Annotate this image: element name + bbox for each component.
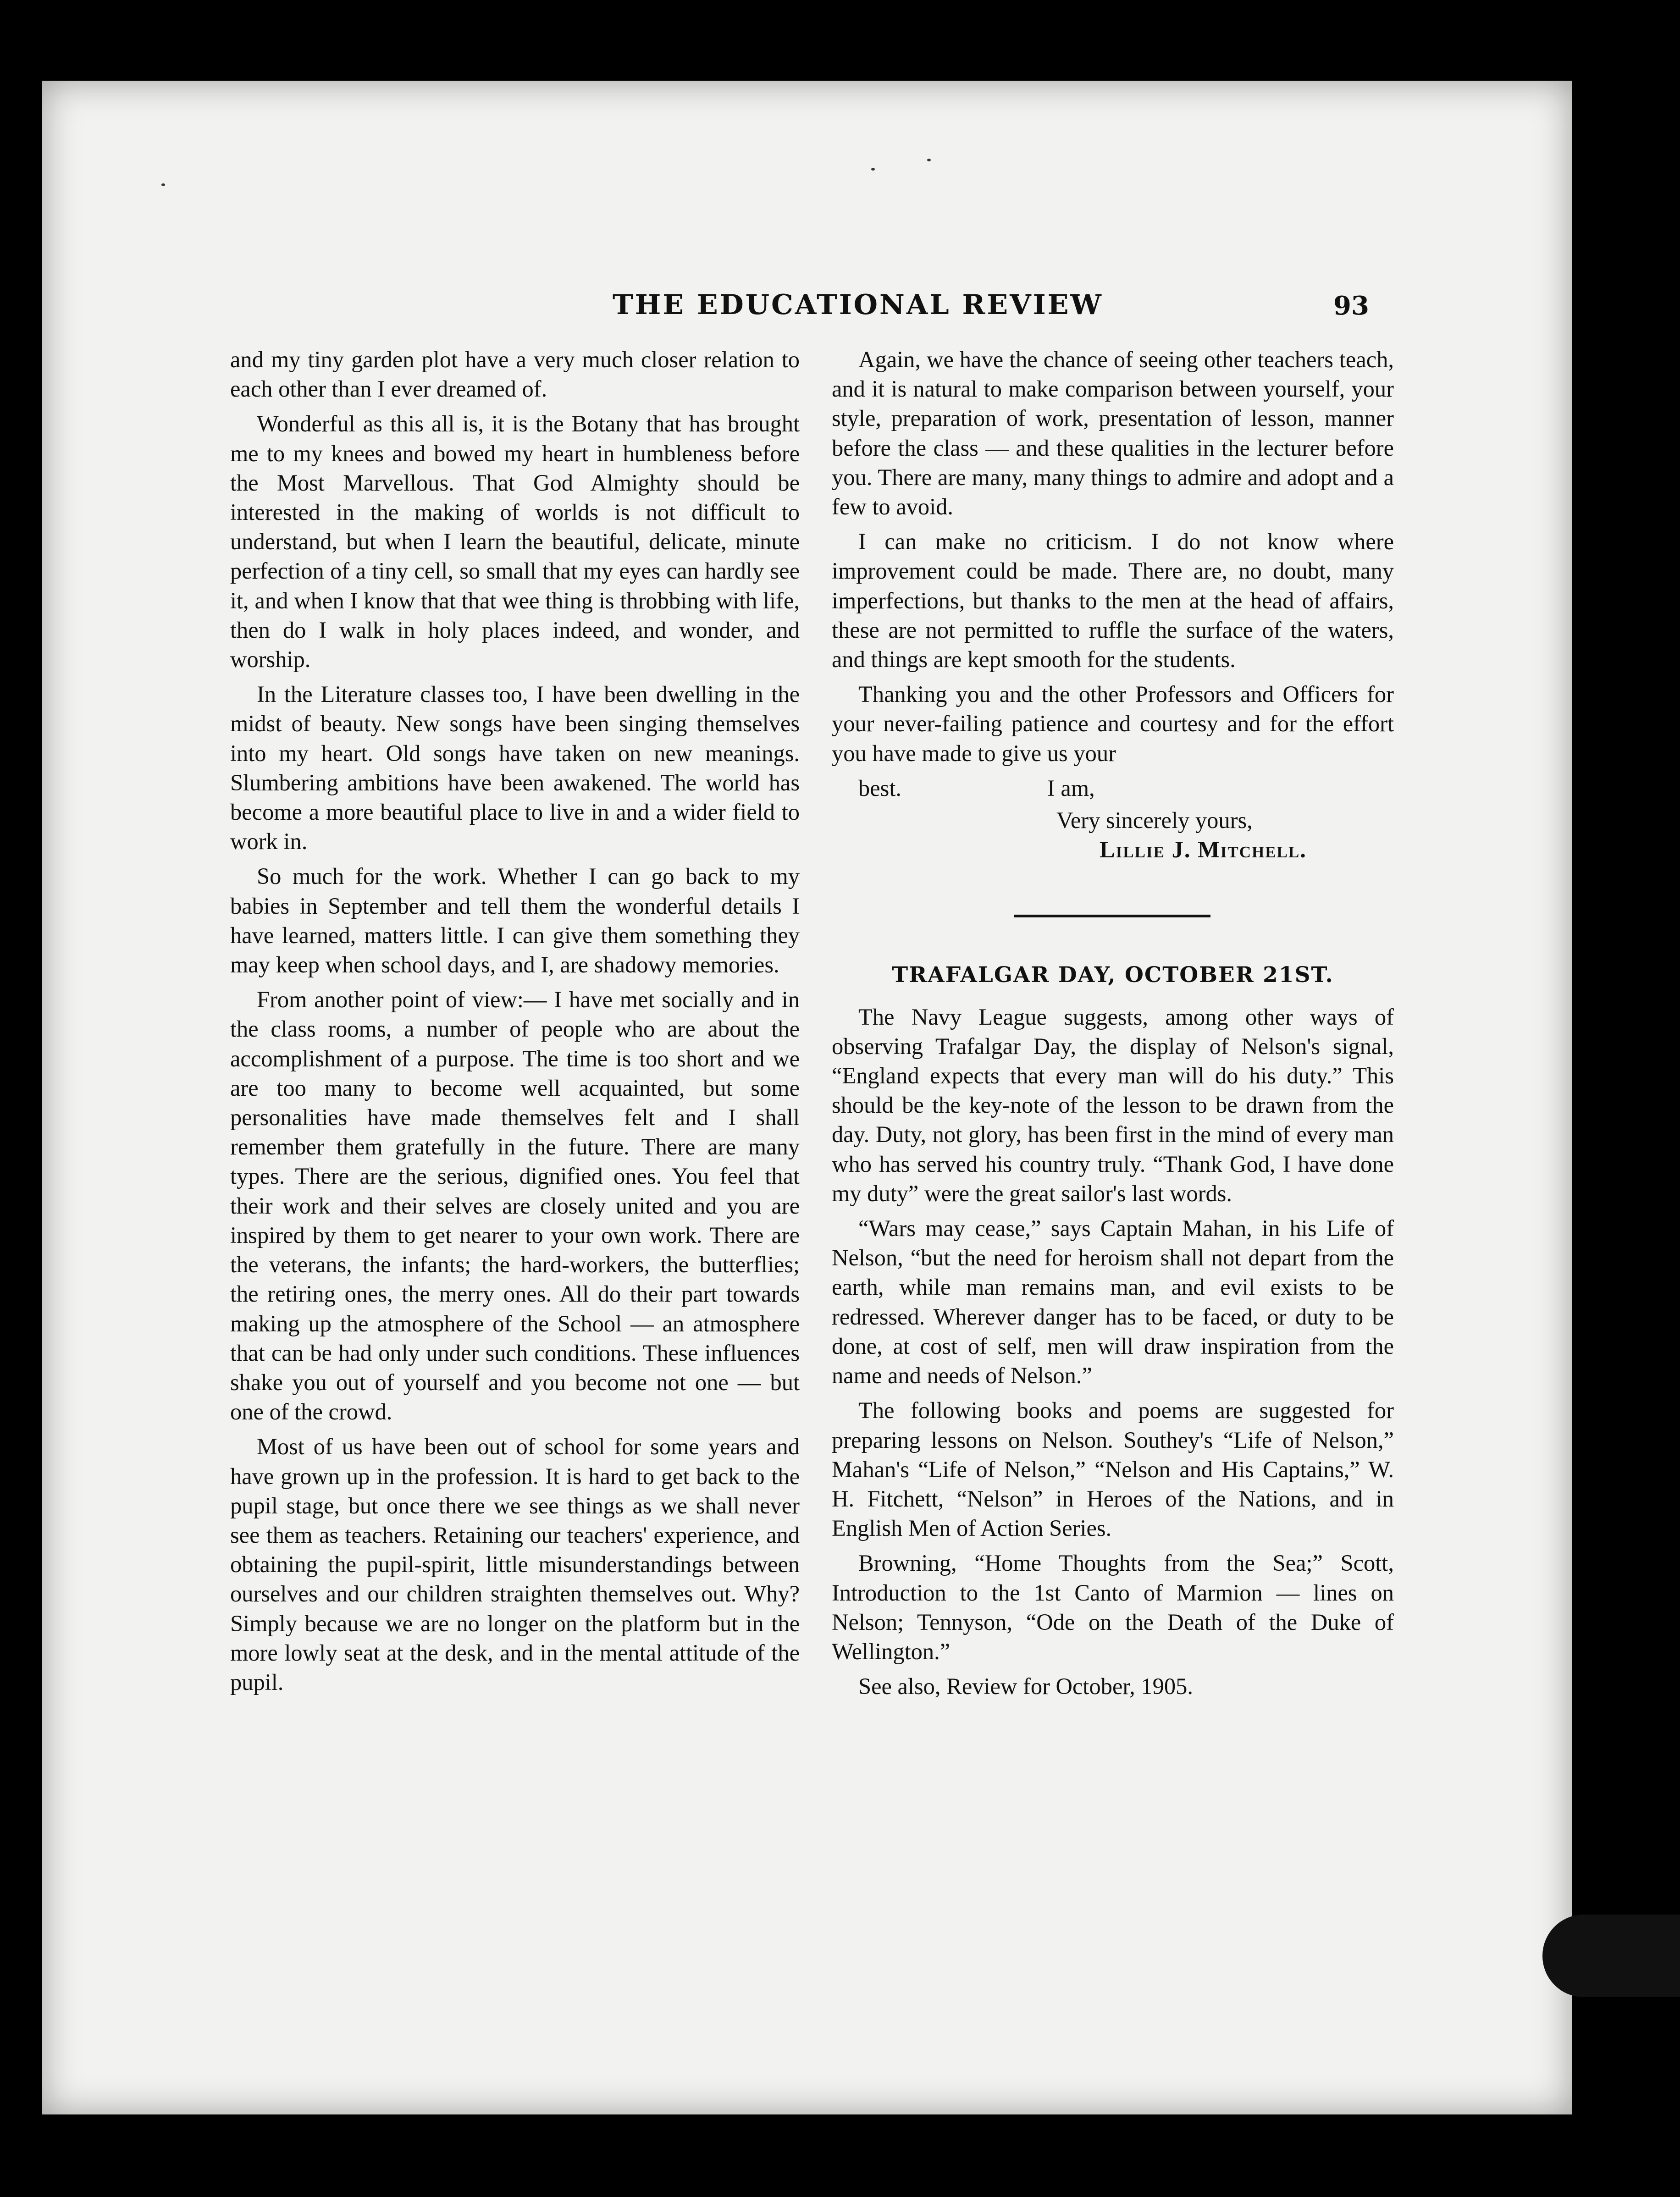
paragraph: The following books and poems are suggested for preparing lessons on Nelson. Southey's “Life of Nelson,” Mahan's “Life of Nelson,” “Nelson and His Captains,” W. H. Fitchett, “Nelson” in Heroes of the Nations, and in English Men of Action Series. [832,1397,1394,1541]
paragraph: I can make no criticism. I do not know where improvement could be made. There are, no doubt, many imperfections, but thanks to the men at the head of affairs, these are not permitted to ruffle the surface of the waters, and things are kept smooth for the students. [832,529,1394,673]
paragraph: Wonderful as this all is, it is the Botany that has brought me to my knees and bowed my heart in humbleness before the Most Marvellous. That God Almighty should be interested in the making of worlds is not difficult to understand, but when I learn the beautiful, delicate, minute perfection of a tiny cell, so small that my eyes can hardly see it, and when I know that that wee thing is throbbing with life, then do I walk in holy places indeed, and wonder, and worship. [230,411,800,673]
paragraph: Browning, “Home Thoughts from the Sea;” Scott, Introduction to the 1st Canto of Marmion — lines on Nelson; Tennyson, “Ode on the Death of the Duke of Wellington.” [832,1550,1394,1664]
paragraph: Again, we have the chance of seeing other teachers teach, and it is natural to make comparison between yourself, your style, preparation of work, presentation of lesson, manner before the class — and these qualities in the lecturer before you. There are many, many things to admire and adopt and a few to avoid. [832,347,1394,520]
dust-speck [871,168,875,171]
page-number: 93 [1333,291,1369,321]
right-column [832,345,1394,1701]
paragraph: Most of us have been out of school for some years and have grown up in the profession. It is hard to get back to the pupil stage, but once there we see things as we shall never see them as teachers. Retaining our teachers' experience, and obtaining the pupil-spirit, little misunderstandings between ourselves and our children straighten themselves out. Why? Simply because we are no longer on the platform but in the more lowly seat at the desk, and in the mental attitude of the pupil. [230,1434,800,1695]
paragraph: Thanking you and the other Professors and Officers for your never-failing patience and courtesy and for the effort you have made to give us your [832,681,1394,766]
paragraph: and my tiny garden plot have a very much closer relation to each other than I ever dreamed of. [230,347,800,402]
paragraph: “Wars may cease,” says Captain Mahan, in his Life of Nelson, “but the need for heroism shall not depart from the earth, while man remains man, and evil exists to be redressed. Wherever danger has to be faced, or duty to be done, at cost of self, men will draw inspiration from the name and needs of Nelson.” [832,1215,1394,1389]
paragraph: The Navy League suggests, among other ways of observing Trafalgar Day, the display of Nelson's signal, “England expects that every man will do his duty.” This should be the key-note of the lesson to be drawn from the day. Duty, not glory, has been first in the mind of every man who has served his country truly. “Thank God, I have done my duty” were the great sailor's last words. [832,1004,1394,1206]
binder-clip [1542,1915,1680,1997]
left-column [230,345,800,1697]
paragraph: So much for the work. Whether I can go back to my babies in September and tell them the wonderful details I have learned, matters little. I can give them something they may keep when school days, and I, are shadowy memories. [230,863,800,978]
section-title: TRAFALGAR DAY, OCTOBER 21ST. [892,962,1334,988]
valediction: Very sincerely yours, [1056,807,1253,834]
closing-word: best. [858,775,901,801]
paragraph: In the Literature classes too, I have been dwelling in the midst of beauty. New songs have been singing themselves into my heart. Old songs have taken on new meanings. Slumbering ambitions have been awakened. The world has become a more beautiful place to live in and a wider field to work in. [230,681,800,855]
running-header: THE EDUCATIONAL REVIEW [613,289,1103,321]
section-divider [1014,915,1210,917]
signature: Lillie J. Mitchell. [1100,837,1307,863]
paragraph: See also, Review for October, 1905. [858,1673,1194,1700]
closing-iam: I am, [1047,775,1095,801]
dust-speck [927,159,931,161]
paragraph: From another point of view:— I have met socially and in the class rooms, a number of people who are about the accomplishment of a purpose. The time is too short and we are too many to become well acquainted, but some personalities have made themselves felt and I shall remember them gratefully in the future. There are many types. There are the serious, dignified ones. You feel that their work and their selves are closely united and you are inspired by them to get nearer to your own work. There are the veterans, the infants; the hard-workers, the butterflies; the retiring ones, the merry ones. All do their part towards making up the atmosphere of the School — an atmosphere that can be had only under such conditions. These influences shake you out of yourself and you become not one — but one of the crowd. [230,987,800,1425]
letter-closing [832,773,1394,803]
dust-speck [161,183,165,186]
